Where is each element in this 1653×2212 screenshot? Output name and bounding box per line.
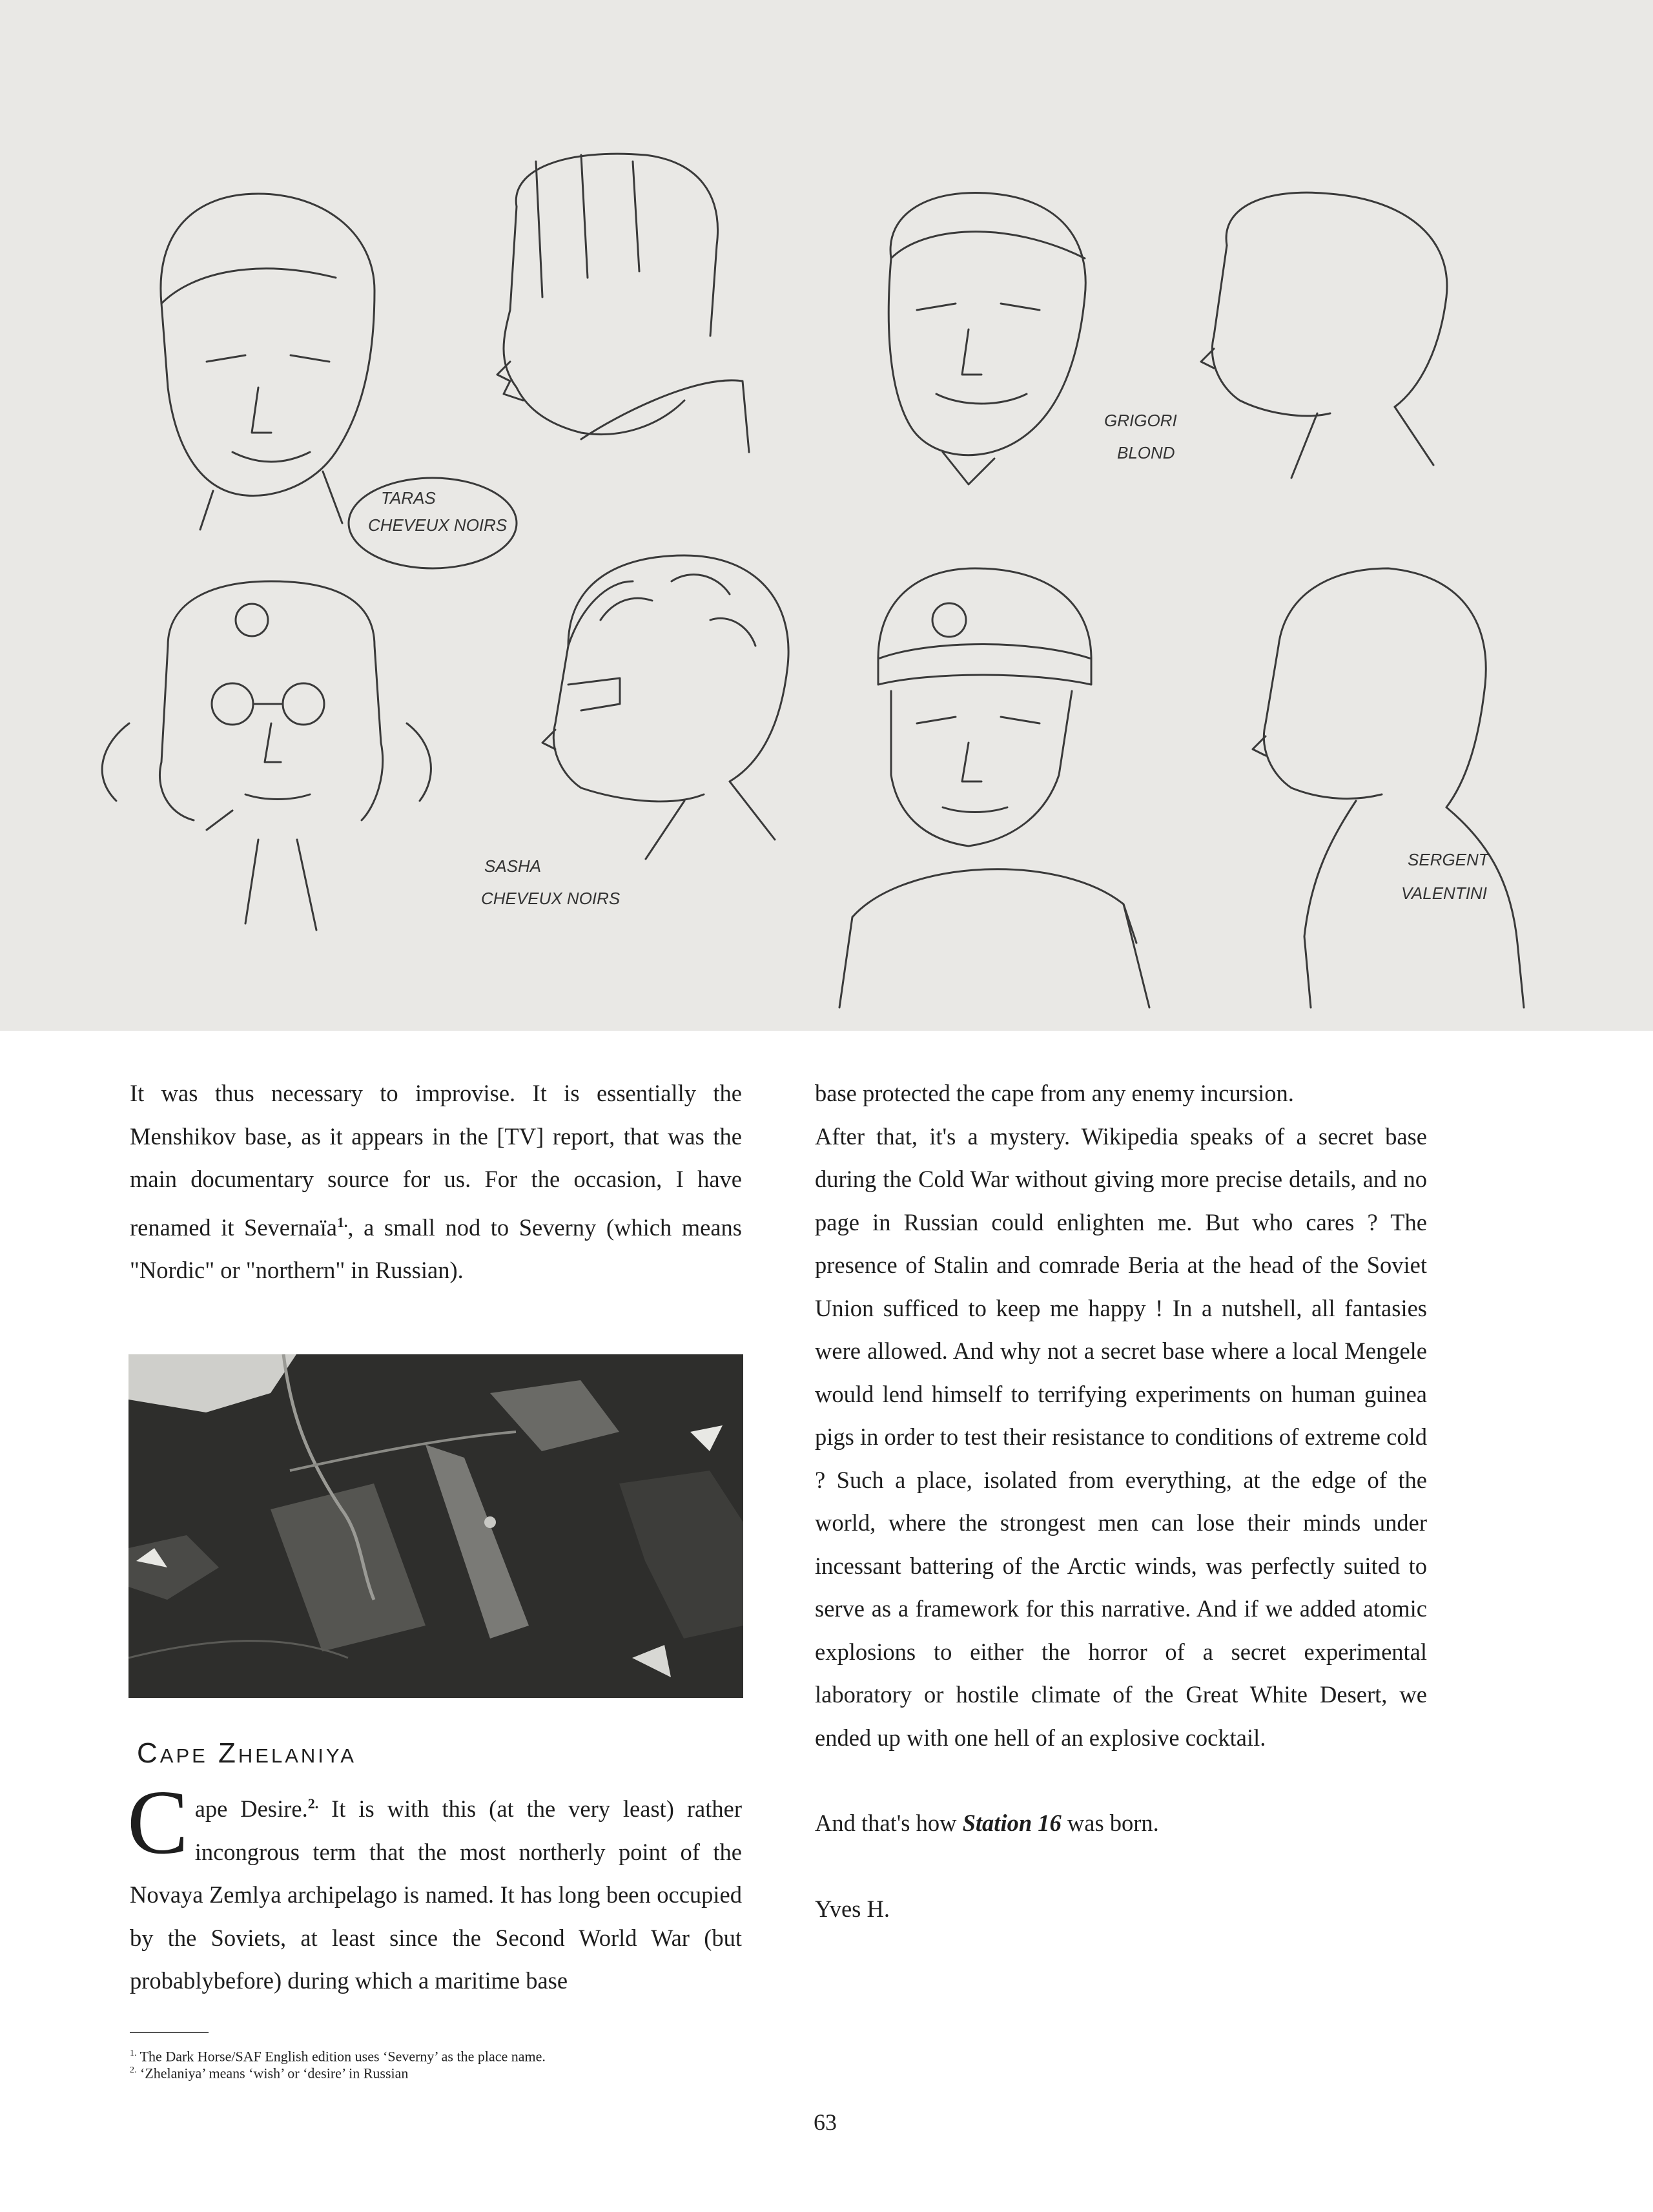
label-sergent: SERGENT bbox=[1408, 850, 1489, 869]
left-column-intro bbox=[130, 1072, 742, 1292]
portrait-profile-young-man bbox=[1201, 192, 1447, 478]
label-taras: TARAS bbox=[381, 488, 436, 508]
section-body: It is with this (at the very least) rather incongrous term that the most northerly point of the Novaya Zemlya archipelago is named. It has long been occupied by the Soviets, at least since the Second World War (but probablybefore) during which a maritime base bbox=[130, 1795, 742, 1994]
portrait-profile-curly-hair bbox=[542, 555, 788, 859]
cape-desire-paragraph bbox=[127, 1771, 742, 2003]
label-taras-note: CHEVEUX NOIRS bbox=[368, 515, 508, 535]
signature: Yves H. bbox=[815, 1895, 890, 1922]
footnote-divider bbox=[130, 2032, 209, 2033]
portrait-sasha-glasses bbox=[102, 581, 431, 930]
right-column-text bbox=[815, 1072, 1427, 1930]
label-grigori: GRIGORI bbox=[1104, 411, 1177, 430]
page-number: 63 bbox=[814, 2109, 837, 2135]
pencil-portraits-drawing bbox=[0, 0, 1653, 1031]
closing-line: And that's how Station 16 was born. bbox=[815, 1810, 1159, 1836]
portrait-soldier-hat bbox=[839, 568, 1149, 1008]
label-sasha-note: CHEVEUX NOIRS bbox=[481, 889, 621, 908]
portrait-sergent-valentini bbox=[1253, 568, 1524, 1008]
portrait-taras-front bbox=[161, 194, 375, 530]
section-heading: Cape Zhelaniya bbox=[137, 1737, 356, 1769]
label-sasha: SASHA bbox=[484, 856, 542, 876]
right-paragraph-1: base protected the cape from any enemy incursion. bbox=[815, 1080, 1294, 1106]
aerial-photo-graphic bbox=[128, 1354, 743, 1698]
character-sketch-illustration bbox=[0, 0, 1653, 1031]
portrait-grigori-front bbox=[888, 192, 1085, 484]
footnote-1: $^{1.}$ The Dark Horse/SAF English edition uses ‘Severny’ as the place name. bbox=[130, 2048, 546, 2065]
footnote-2: $^{2.}$ ‘Zhelaniya’ means ‘wish’ or ‘desire’ in Russian bbox=[130, 2065, 409, 2082]
right-paragraph-2: After that, it's a mystery. Wikipedia speaks of a secret base during the Cold War without giving more precise details, and no page in Russian could enlighten me. But who cares ? The presence of Stalin and comrade Beria at the head of the Soviet Union sufficed to keep me happy ! In a nutshell, all fantasies were allowed. And why not a secret base where a local Mengele would lend himself to terrifying experiments on human guinea pigs in order to test their resistance to conditions of extreme cold ? Such a place, isolated from everything, at the edge of the world, where the strongest men can lose their minds under incessant battering of the Arctic winds, was perfectly suited to serve as a framework for this narrative. And if we added atomic explosions to either the horror of a secret experimental laboratory or hostile climate of the Great White Desert, we ended up with one hell of an explosive cocktail. bbox=[815, 1122, 1427, 1751]
drop-cap: C bbox=[127, 1771, 189, 1873]
label-sergent-note: VALENTINI bbox=[1401, 884, 1487, 903]
section-lead: ape Desire. bbox=[194, 1795, 308, 1823]
footnote-ref-2: 2. bbox=[307, 1795, 319, 1812]
aerial-photo-base bbox=[128, 1354, 743, 1698]
intro-paragraph: It was thus necessary to improvise. It is essentially the Menshikov base, as it appears in the [TV] report, that was the main documentary source for us. For the occasion, I have renamed it Severnaïa$^{1.}$, a small nod to Severny (which means "Nordic" or "northern" in Russian). bbox=[130, 1080, 742, 1284]
label-grigori-note: BLOND bbox=[1117, 443, 1175, 462]
footnote-ref-1: 1. bbox=[336, 1214, 348, 1230]
book-title: Station 16 bbox=[962, 1810, 1062, 1836]
portrait-profile-fur-hat bbox=[497, 154, 749, 452]
